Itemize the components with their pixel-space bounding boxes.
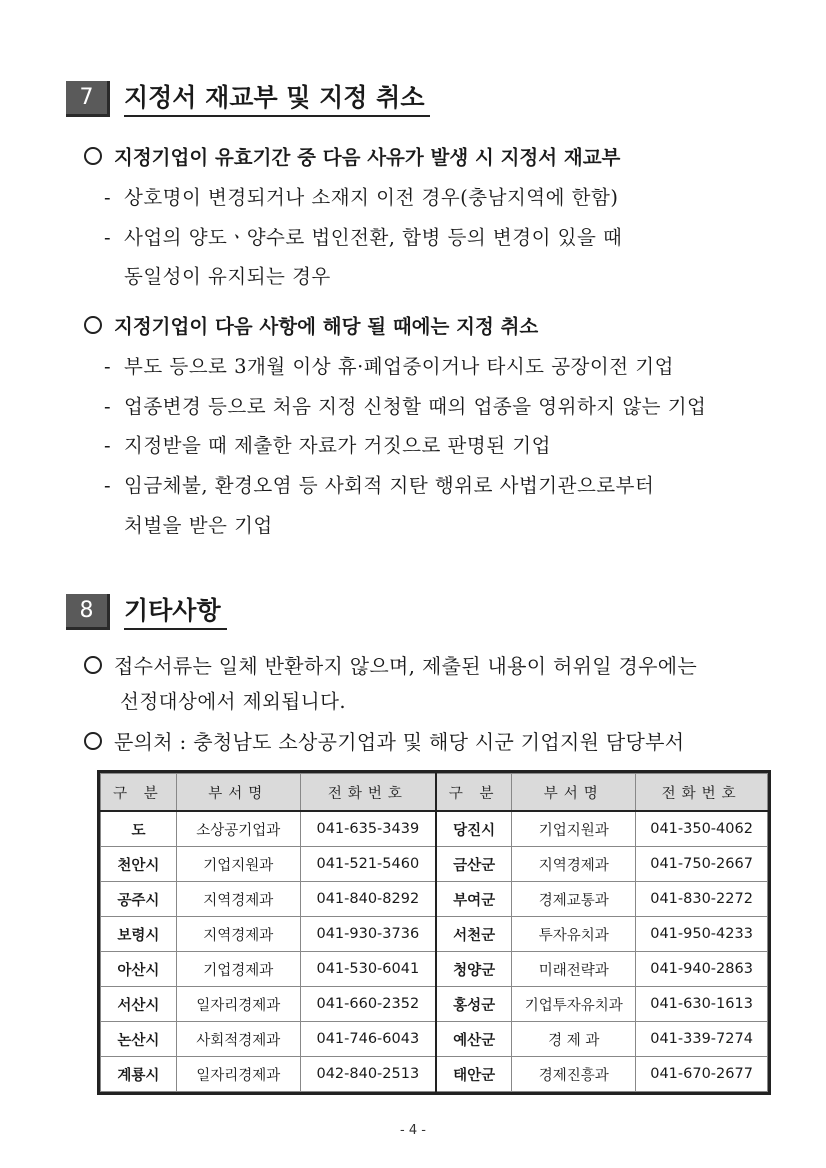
department-name: 기업지원과 — [176, 847, 300, 882]
department-name: 기업경제과 — [176, 952, 300, 987]
phone-number: 041-635-3439 — [300, 811, 436, 847]
bullet-text: 지정기업이 유효기간 중 다음 사유가 발생 시 지정서 재교부 — [114, 146, 621, 169]
phone-number: 041-339-7274 — [636, 1022, 768, 1057]
header-phone: 전화번호 — [300, 774, 436, 812]
department-name: 지역경제과 — [176, 917, 300, 952]
phone-number: 041-521-5460 — [300, 847, 436, 882]
department-name: 지역경제과 — [176, 882, 300, 917]
phone-number: 041-840-8292 — [300, 882, 436, 917]
phone-number: 041-830-2272 — [636, 882, 768, 917]
header-category: 구 분 — [101, 774, 177, 812]
section-title: 지정서 재교부 및 지정 취소 — [124, 81, 430, 117]
bullet-reissue — [84, 144, 620, 172]
region-name: 보령시 — [101, 917, 177, 952]
region-name: 공주시 — [101, 882, 177, 917]
phone-number: 041-950-4233 — [636, 917, 768, 952]
bullet-contact — [84, 728, 684, 756]
department-name: 일자리경제과 — [176, 987, 300, 1022]
section-8-header — [66, 594, 227, 630]
bullet-cancel — [84, 313, 538, 341]
table-header-row — [101, 774, 768, 812]
bullet-continuation: 선정대상에서 제외됩니다. — [120, 690, 347, 713]
region-name: 홍성군 — [436, 987, 512, 1022]
region-name: 계룡시 — [101, 1057, 177, 1092]
header-department: 부서명 — [176, 774, 300, 812]
department-name: 사회적경제과 — [176, 1022, 300, 1057]
region-name: 논산시 — [101, 1022, 177, 1057]
table-row — [101, 882, 768, 917]
phone-number: 041-930-3736 — [300, 917, 436, 952]
list-item-text: 업종변경 등으로 처음 지정 신청할 때의 업종을 영위하지 않는 기업 — [124, 395, 707, 418]
region-name: 서산시 — [101, 987, 177, 1022]
table-row — [101, 1022, 768, 1057]
bullet-text: 지정기업이 다음 사항에 해당 될 때에는 지정 취소 — [114, 315, 539, 338]
list-item: - 부도 등으로 3개월 이상 휴·폐업중이거나 타시도 공장이전 기업 — [104, 355, 674, 378]
circle-bullet-icon — [84, 656, 102, 674]
region-name: 부여군 — [436, 882, 512, 917]
department-name: 기업투자유치과 — [512, 987, 636, 1022]
table-row — [101, 811, 768, 847]
section-title: 기타사항 — [124, 594, 227, 630]
header-phone: 전화번호 — [636, 774, 768, 812]
list-item: - 상호명이 변경되거나 소재지 이전 경우(충남지역에 한함) — [104, 186, 619, 209]
header-category: 구 분 — [436, 774, 512, 812]
department-name: 소상공기업과 — [176, 811, 300, 847]
circle-bullet-icon — [84, 316, 102, 334]
page-number: - 4 - — [400, 1123, 426, 1138]
section-number: 7 — [66, 81, 110, 117]
department-name: 경제교통과 — [512, 882, 636, 917]
phone-number: 041-670-2677 — [636, 1057, 768, 1092]
section-number: 8 — [66, 594, 110, 630]
list-item: - 업종변경 등으로 처음 지정 신청할 때의 업종을 영위하지 않는 기업 — [104, 395, 707, 418]
table-row — [101, 952, 768, 987]
phone-number: 041-660-2352 — [300, 987, 436, 1022]
list-item-text: 사업의 양도ㆍ양수로 법인전환, 합병 등의 변경이 있을 때 — [124, 226, 623, 249]
contact-table — [97, 770, 771, 1095]
department-name: 경 제 과 — [512, 1022, 636, 1057]
department-name: 일자리경제과 — [176, 1057, 300, 1092]
list-item: - 사업의 양도ㆍ양수로 법인전환, 합병 등의 변경이 있을 때 — [104, 226, 623, 249]
header-department: 부서명 — [512, 774, 636, 812]
bullet-text: 접수서류는 일체 반환하지 않으며, 제출된 내용이 허위일 경우에는 — [114, 654, 697, 678]
table-row — [101, 917, 768, 952]
bullet-text: 문의처 : 충청남도 소상공기업과 및 해당 시군 기업지원 담당부서 — [114, 730, 685, 754]
list-item: - 지정받을 때 제출한 자료가 거짓으로 판명된 기업 — [104, 434, 551, 457]
table-row — [101, 987, 768, 1022]
region-name: 당진시 — [436, 811, 512, 847]
phone-number: 041-530-6041 — [300, 952, 436, 987]
circle-bullet-icon — [84, 732, 102, 750]
list-item-continuation: 동일성이 유지되는 경우 — [124, 265, 331, 288]
phone-number: 041-350-4062 — [636, 811, 768, 847]
phone-number: 041-940-2863 — [636, 952, 768, 987]
region-name: 금산군 — [436, 847, 512, 882]
region-name: 천안시 — [101, 847, 177, 882]
region-name: 태안군 — [436, 1057, 512, 1092]
list-item: - 임금체불, 환경오염 등 사회적 지탄 행위로 사법기관으로부터 — [104, 474, 655, 497]
list-item-text: 임금체불, 환경오염 등 사회적 지탄 행위로 사법기관으로부터 — [124, 474, 655, 497]
table-row — [101, 1057, 768, 1092]
phone-number: 042-840-2513 — [300, 1057, 436, 1092]
department-name: 경제진흥과 — [512, 1057, 636, 1092]
region-name: 아산시 — [101, 952, 177, 987]
department-name: 지역경제과 — [512, 847, 636, 882]
region-name: 도 — [101, 811, 177, 847]
department-name: 미래전략과 — [512, 952, 636, 987]
list-item-text: 지정받을 때 제출한 자료가 거짓으로 판명된 기업 — [124, 434, 551, 457]
bullet-documents — [84, 652, 697, 680]
list-item-text: 부도 등으로 3개월 이상 휴·폐업중이거나 타시도 공장이전 기업 — [124, 355, 674, 378]
circle-bullet-icon — [84, 147, 102, 165]
region-name: 서천군 — [436, 917, 512, 952]
region-name: 청양군 — [436, 952, 512, 987]
phone-number: 041-750-2667 — [636, 847, 768, 882]
list-item-continuation: 처벌을 받은 기업 — [124, 514, 273, 537]
phone-number: 041-746-6043 — [300, 1022, 436, 1057]
department-name: 투자유치과 — [512, 917, 636, 952]
section-7-header — [66, 81, 430, 117]
list-item-text: 상호명이 변경되거나 소재지 이전 경우(충남지역에 한함) — [124, 186, 619, 209]
table-row — [101, 847, 768, 882]
phone-number: 041-630-1613 — [636, 987, 768, 1022]
region-name: 예산군 — [436, 1022, 512, 1057]
department-name: 기업지원과 — [512, 811, 636, 847]
